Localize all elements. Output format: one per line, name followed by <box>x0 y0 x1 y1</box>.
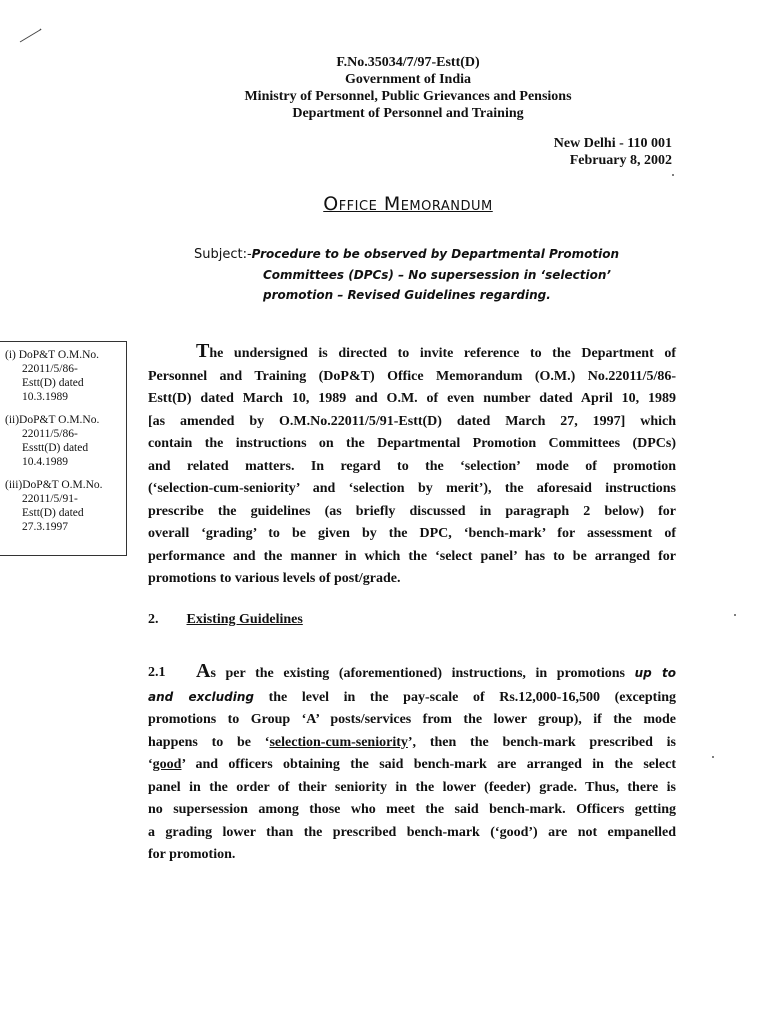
reference-line: 10.4.1989 <box>22 456 68 468</box>
reference-item <box>5 348 126 404</box>
ministry-name: Ministry of Personnel, Public Grievances and Pensions <box>244 89 572 104</box>
drop-cap: T <box>196 340 210 362</box>
paragraph-line: panel in the order of their seniority in the lower (feeder) grade. Thus, there is <box>148 779 676 795</box>
subject-line-1: Procedure to be observed by Departmental Promotion <box>251 247 620 261</box>
paragraph-line: promotions to various levels of post/grade. <box>148 571 401 586</box>
paragraph-line: prescribe the guidelines (as briefly discussed in paragraph 2 below) for <box>148 503 676 519</box>
text-run: ‘ <box>148 757 153 772</box>
paragraph-line: for promotion. <box>148 847 236 862</box>
paragraph-1 <box>148 340 676 591</box>
paragraph-line <box>148 660 676 686</box>
section-number: 2. <box>148 612 159 627</box>
paragraph-line: Estt(D) dated March 10, 1989 and O.M. of even number dated April 10, 1989 <box>148 391 676 406</box>
place-and-date <box>554 135 672 169</box>
text-run: happens to be ‘ <box>148 734 270 750</box>
reference-line: 22011/5/91- <box>22 493 78 505</box>
file-number: F.No.35034/7/97-Estt(D) <box>336 55 480 70</box>
paragraph-line <box>148 732 676 755</box>
paragraph-line: and related matters. In regard to the ‘selection’ mode of promotion <box>148 458 676 474</box>
text-run: he undersigned is directed to invite reference to the Department of <box>209 346 676 361</box>
text-run: s per the existing (aforementioned) instructions, in promotions <box>210 666 635 681</box>
reference-box <box>0 341 127 556</box>
paragraph-line: contain the instructions on the Departmental Promotion Committees (DPCs) <box>148 436 676 451</box>
subject-label: Subject:- <box>194 247 252 262</box>
reference-item <box>5 478 126 534</box>
text-run: the level in the pay-scale of Rs.12,000-16,500 (excepting <box>254 689 676 705</box>
paragraph-line: overall ‘grading’ to be given by the DPC, ‘bench-mark’ for assessment of <box>148 526 676 541</box>
scan-speck <box>712 756 714 758</box>
subject-line-2: Committees (DPCs) – No supersession in ‘selection’ <box>263 268 611 282</box>
paragraph-line <box>148 754 676 777</box>
scan-speck <box>672 174 674 176</box>
reference-line: (iii)DoP&T O.M.No. <box>5 479 103 491</box>
paragraph-line <box>148 686 676 710</box>
paragraph-line: Personnel and Training (DoP&T) Office Memorandum (O.M.) No.22011/5/86- <box>148 368 676 384</box>
reference-line: 27.3.1997 <box>22 521 68 533</box>
scan-speck <box>734 614 736 616</box>
section-title: Existing Guidelines <box>186 612 303 627</box>
reference-line: 22011/5/86- <box>22 363 78 375</box>
subject-block <box>194 244 664 305</box>
underlined-text: selection-cum-seniority <box>269 734 408 750</box>
paragraph-line: promotions to Group ‘A’ posts/services from the lower group), if the mode <box>148 712 676 727</box>
drop-cap: A <box>196 660 211 682</box>
document-title <box>0 193 768 215</box>
paragraph-line <box>148 340 676 366</box>
place: New Delhi - 110 001 <box>553 136 672 151</box>
letterhead <box>0 54 768 122</box>
reference-line: Estt(D) dated <box>22 377 84 389</box>
reference-line: Esstt(D) dated <box>22 442 89 454</box>
paragraph-line: no supersession among those who meet the said bench-mark. Officers getting <box>148 802 676 817</box>
italic-text: up to <box>634 666 676 680</box>
reference-line: Estt(D) dated <box>22 507 84 519</box>
reference-item <box>5 413 126 469</box>
paragraph-line: a grading lower than the prescribed bench-mark (‘good’) are not empanelled <box>148 824 676 840</box>
text-run: ’ and officers obtaining the said bench-mark are arranged in the select <box>181 757 676 772</box>
reference-line: 10.3.1989 <box>22 391 68 403</box>
italic-text: and excluding <box>148 689 254 704</box>
pen-stroke-mark <box>18 28 42 44</box>
government-name: Government of India <box>345 72 471 87</box>
text-run: ’, then the bench-mark prescribed is <box>407 734 677 750</box>
paragraph-line: (‘selection-cum-seniority’ and ‘selection by merit’), the aforesaid instructions <box>148 481 676 496</box>
title-text: Office Memorandum <box>323 193 493 215</box>
paragraph-2-1 <box>148 660 676 867</box>
subject-line-3: promotion – Revised Guidelines regarding. <box>263 288 551 302</box>
underlined-text: good <box>152 757 182 772</box>
paragraph-line: [as amended by O.M.No.22011/5/91-Estt(D) dated March 27, 1997] which <box>148 413 676 429</box>
date: February 8, 2002 <box>569 153 672 168</box>
section-2-heading <box>148 612 303 628</box>
reference-line: (i) DoP&T O.M.No. <box>5 349 100 361</box>
reference-line: 22011/5/86- <box>22 428 78 440</box>
paragraph-line: performance and the manner in which the ‘select panel’ has to be arranged for <box>148 548 676 564</box>
reference-line: (ii)DoP&T O.M.No. <box>5 414 100 426</box>
paragraph-2-1-number: 2.1 <box>148 665 166 680</box>
department-name: Department of Personnel and Training <box>292 106 524 121</box>
